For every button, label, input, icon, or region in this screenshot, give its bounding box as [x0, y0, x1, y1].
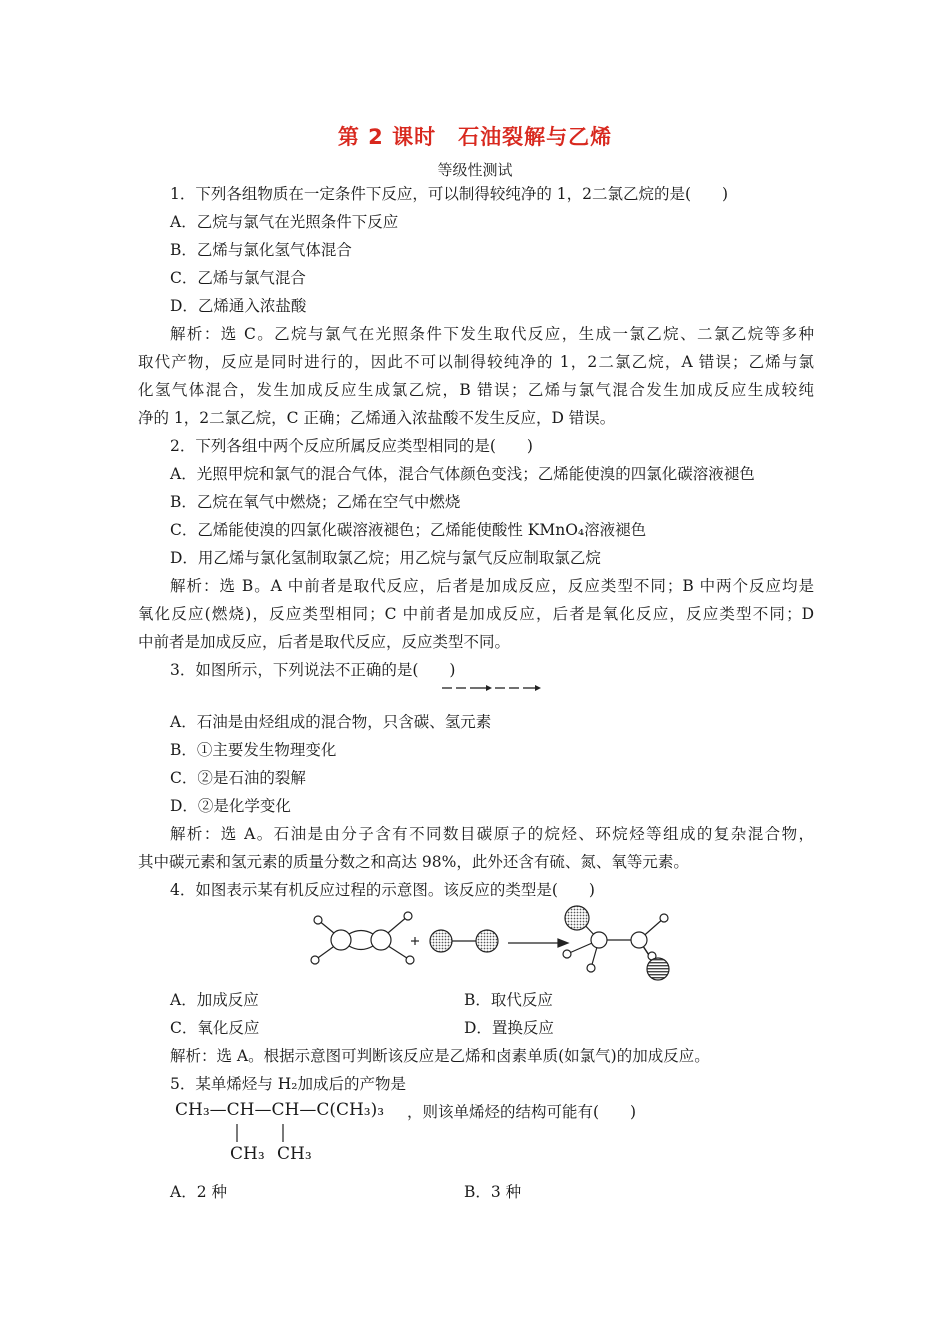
q3-option-b: B．①主要发生物理变化 — [170, 741, 337, 759]
struct-main-chain: CH₃—CH—CH—C(CH₃)₃ — [175, 1100, 385, 1120]
q2-option-a: A．光照甲烷和氯气的混合气体，混合气体颜色变浅；乙烯能使溴的四氯化碳溶液褪色 — [170, 465, 755, 483]
q1-analysis-line: 取代产物，反应是同时进行的，因此不可以制得较纯净的 1，2二氯乙烷，A 错误；乙烯与氯 — [138, 353, 814, 371]
q1-option-c: C．乙烯与氯气混合 — [170, 269, 306, 287]
q5-option-b: B．3 种 — [464, 1183, 522, 1201]
q3-option-a: A．石油是由烃组成的混合物，只含碳、氢元素 — [170, 713, 492, 731]
q2-analysis-line: 解析：选 B。A 中前者是取代反应，后者是加成反应，反应类型不同；B 中两个反应均是 — [170, 577, 814, 595]
struct-branch-1: CH₃ — [230, 1144, 265, 1164]
q1-analysis-line: 解析：选 C。乙烷与氯气在光照条件下发生取代反应，生成一氯乙烷、二氯乙烷等多种 — [170, 325, 814, 343]
q3-analysis-line: 解析：选 A。石油是由分子含有不同数目碳原子的烷烃、环烷烃等组成的复杂混合物， — [170, 825, 814, 843]
page-subtitle: 等级性测试 — [437, 161, 513, 179]
q2-option-c: C．乙烯能使溴的四氯化碳溶液褪色；乙烯能使酸性 KMnO₄溶液褪色 — [170, 521, 647, 539]
q1-option-a: A．乙烷与氯气在光照条件下反应 — [170, 213, 399, 231]
q4-option-d: D．置换反应 — [464, 1019, 554, 1037]
q1-stem: 1．下列各组物质在一定条件下反应，可以制得较纯净的 1，2二氯乙烷的是( ) — [170, 185, 729, 203]
q4-option-b: B．取代反应 — [464, 991, 553, 1009]
q3-option-d: D．②是化学变化 — [170, 797, 291, 815]
q1-option-d: D．乙烯通入浓盐酸 — [170, 297, 307, 315]
q3-option-c: C．②是石油的裂解 — [170, 769, 306, 787]
q1-analysis-line: 净的 1，2二氯乙烷，C 正确；乙烯通入浓盐酸不发生反应，D 错误。 — [138, 409, 616, 427]
q1-analysis-line: 化氢气体混合，发生加成反应生成氯乙烷，B 错误；乙烯与氯气混合发生加成反应生成较纯 — [138, 381, 814, 399]
q2-stem: 2．下列各组中两个反应所属反应类型相同的是( ) — [170, 437, 533, 455]
q3-analysis-line: 其中碳元素和氢元素的质量分数之和高达 98%，此外还含有硫、氮、氧等元素。 — [138, 853, 689, 871]
q4-option-c: C．氧化反应 — [170, 1019, 260, 1037]
q2-analysis-line: 中前者是加成反应，后者是取代反应，反应类型不同。 — [138, 633, 511, 651]
q4-option-a: A．加成反应 — [170, 991, 259, 1009]
branch-bonds — [233, 1124, 293, 1144]
q5-option-a: A．2 种 — [170, 1183, 227, 1201]
q5-stem-tail: ，则该单烯烃的结构可能有( ) — [407, 1103, 637, 1121]
q1-option-b: B．乙烯与氯化氢气体混合 — [170, 241, 352, 259]
q4-analysis-line: 解析：选 A。根据示意图可判断该反应是乙烯和卤素单质(如氯气)的加成反应。 — [170, 1047, 710, 1065]
page-title: 第 2 课时 石油裂解与乙烯 — [337, 125, 613, 149]
dashed-arrow-figure — [440, 681, 544, 695]
q4-stem: 4．如图表示某有机反应过程的示意图。该反应的类型是( ) — [170, 881, 595, 899]
struct-branch-2: CH₃ — [277, 1144, 312, 1164]
q3-stem: 3．如图所示，下列说法不正确的是( ) — [170, 661, 456, 679]
q5-stem: 5．某单烯烃与 H₂加成后的产物是 — [170, 1075, 407, 1093]
reaction-schematic-figure — [300, 902, 680, 988]
q2-option-d: D．用乙烯与氯化氢制取氯乙烷；用乙烷与氯气反应制取氯乙烷 — [170, 549, 601, 567]
q2-option-b: B．乙烷在氧气中燃烧；乙烯在空气中燃烧 — [170, 493, 461, 511]
q2-analysis-line: 氧化反应(燃烧)，反应类型相同；C 中前者是加成反应，后者是氧化反应，反应类型不同；D — [138, 605, 814, 623]
